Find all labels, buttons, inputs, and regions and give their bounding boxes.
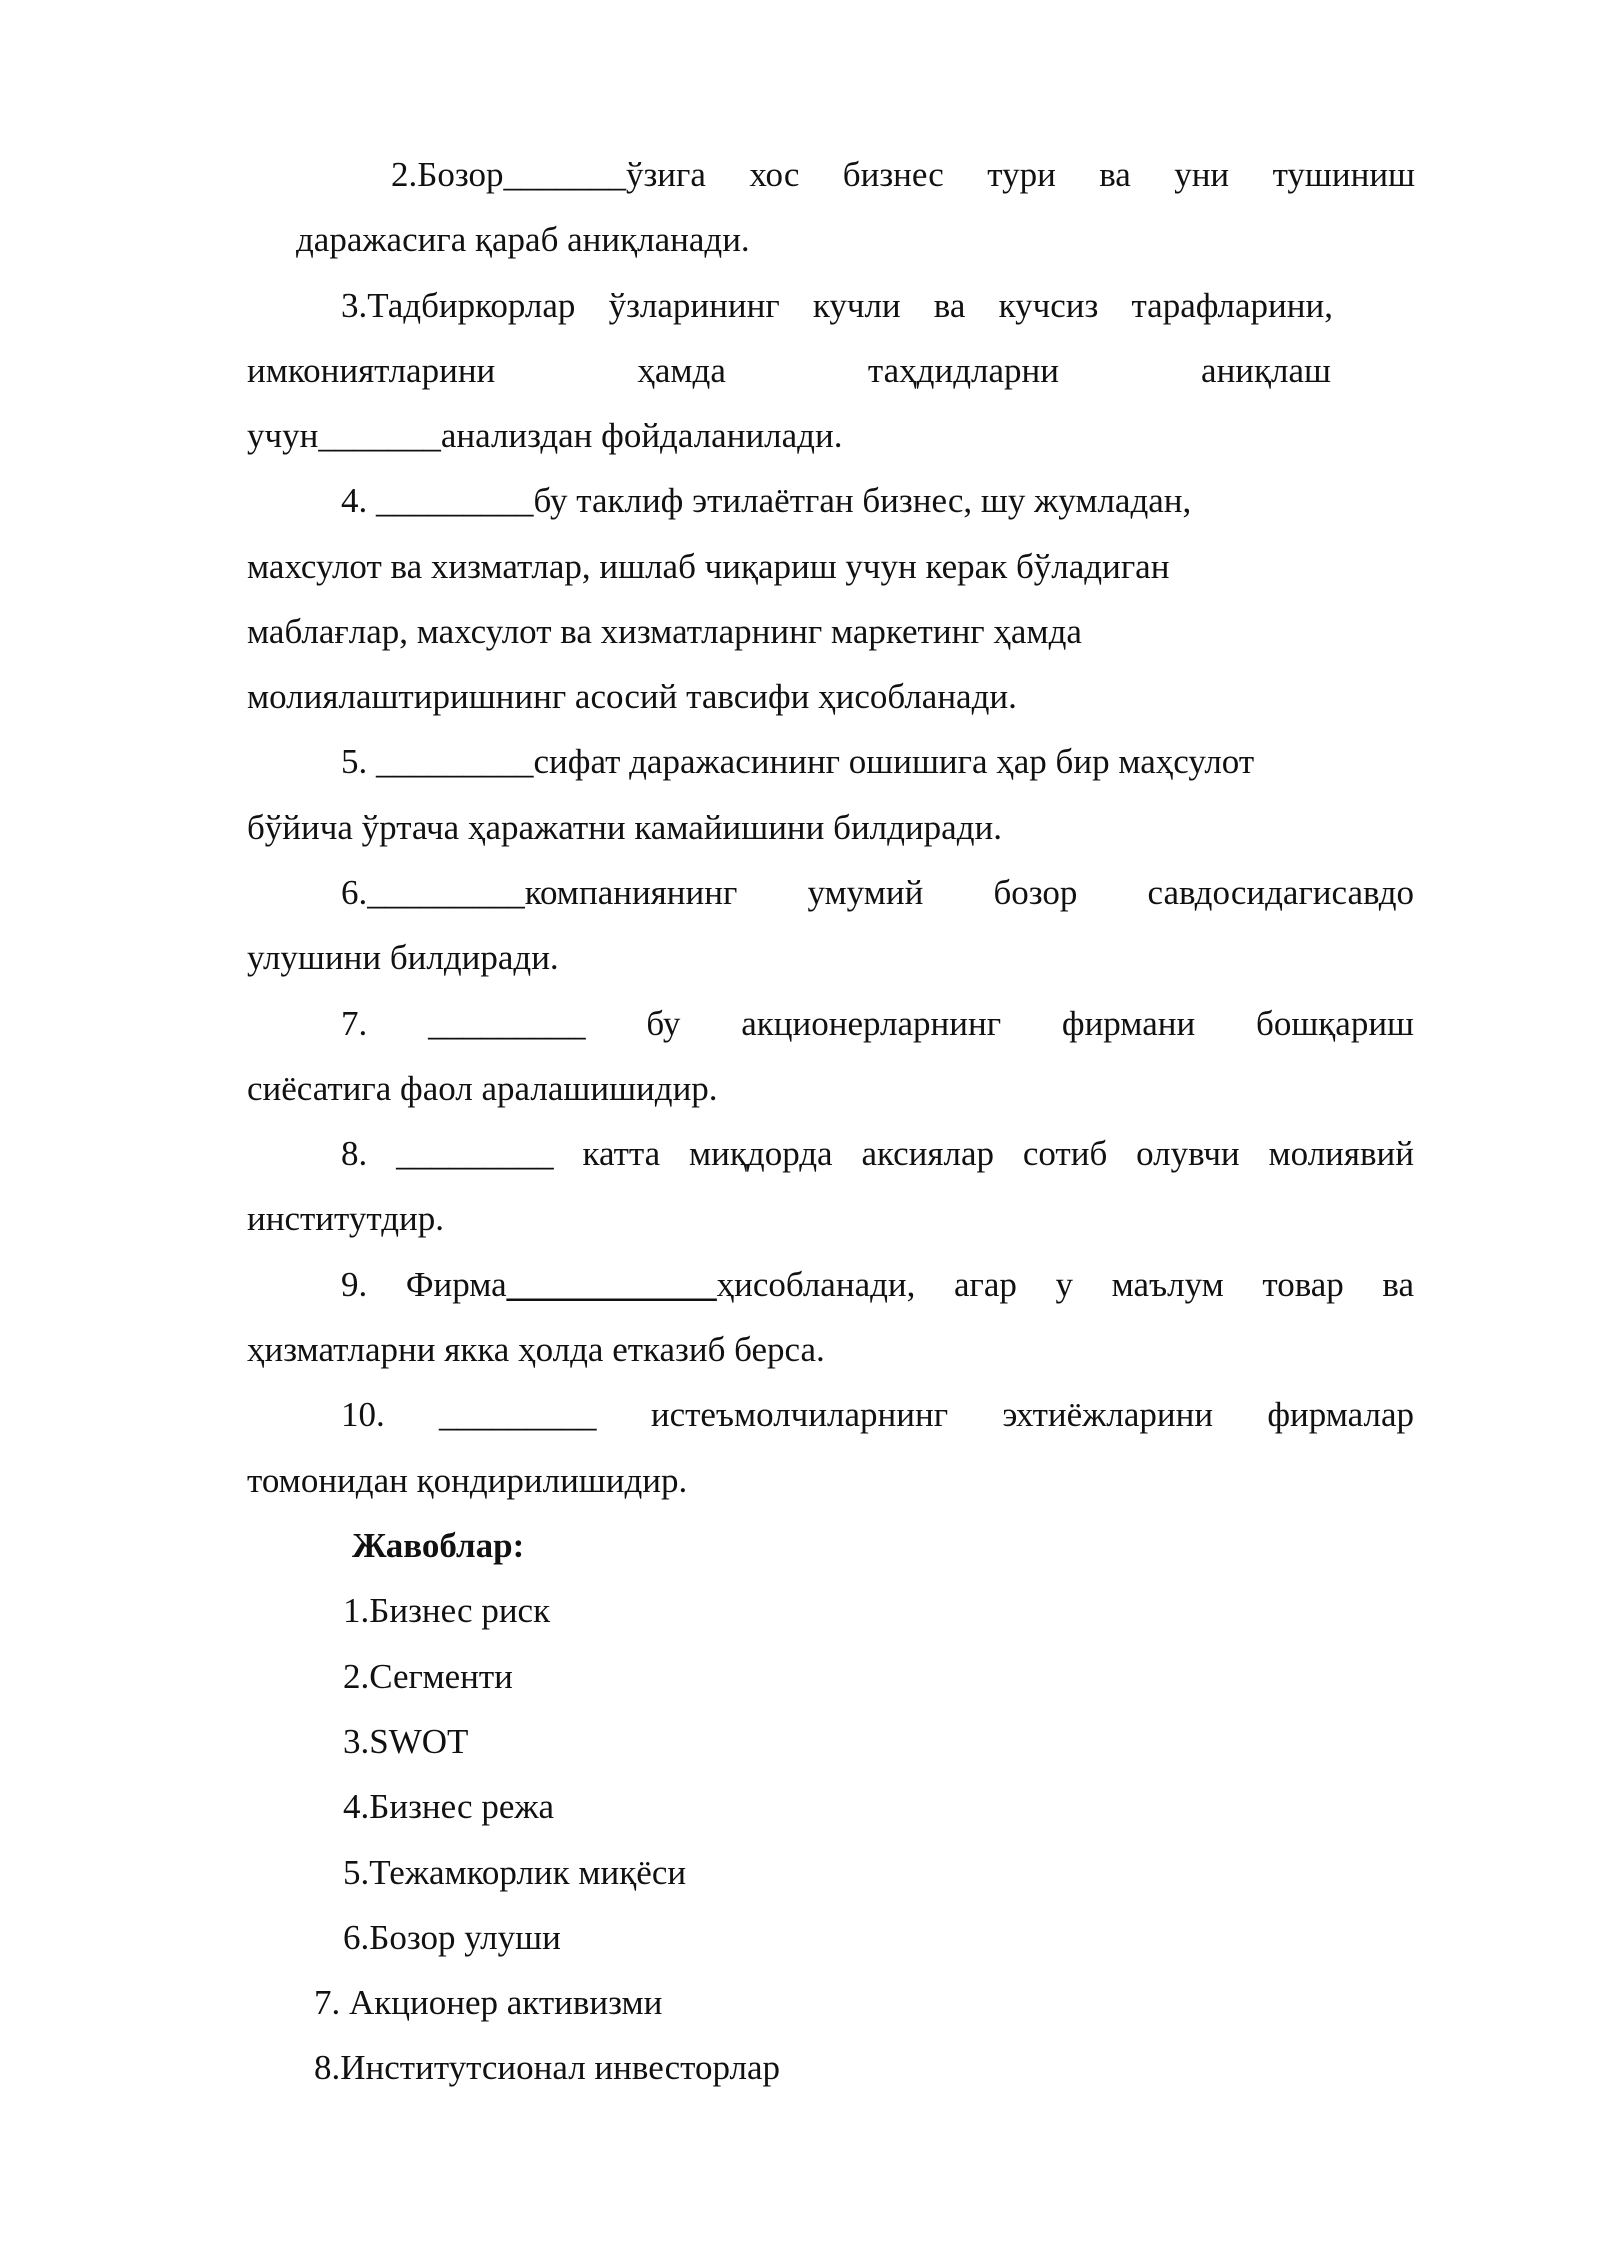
question-9-line-1 [341,1263,1414,1307]
question-7-line-2: сиёсатига фаол аралашишидир. [247,1069,718,1108]
question-5-line-1: 5. _________сифат даражасининг ошишига ҳар бир маҳсулот [341,742,1255,781]
question-10-line-1: 10. _________ истеъмолчиларнинг эхтиёжларини фирмалар [341,1395,1414,1434]
question-2-line-1: 2.Бозор_______ўзига хос бизнес тури ва уни тушиниш [391,155,1415,194]
question-7-line-1: 7. _________ бу акционерларнинг фирмани бошқариш [341,1004,1414,1043]
question-3-line-1: 3.Тадбиркорлар ўзларининг кучли ва кучсиз тарафларини, [341,286,1333,325]
question-4-line-2: махсулот ва хизматлар, ишлаб чиқариш учун керак бўладиган [247,547,1170,586]
answer-item-2: 2.Сегменти [343,1657,513,1696]
question-9-line-2: ҳизматларни якка ҳолда етказиб берса. [247,1330,825,1369]
answer-item-6: 6.Бозор улуши [343,1918,561,1957]
answers-heading: Жавоблар: [352,1526,525,1565]
question-6-line-1: 6._________компаниянинг умумий бозор савдосидагисавдо [341,873,1414,912]
question-3-line-2: имкониятларини ҳамда таҳдидларни аниқлаш [247,351,1331,390]
answer-item-7: 7. Акционер активизми [314,1983,663,2022]
answer-item-3: 3.SWOT [343,1722,469,1761]
answer-item-4: 4.Бизнес режа [343,1787,555,1826]
question-4-line-4: молиялаштиришнинг асосий тавсифи ҳисобланади. [247,677,1017,716]
question-9-prefix: 9. Фирма [341,1265,507,1304]
answer-item-1: 1.Бизнес риск [343,1591,551,1630]
question-9-blank: ____________ [506,1265,717,1304]
question-5-line-2: бўйича ўртача ҳаражатни камайишини билдиради. [247,808,1002,847]
question-9-suffix: ҳисобланади, агар у маълум товар ва [716,1265,1414,1304]
question-2-line-2: даражасига қараб аниқланади. [296,220,750,259]
question-6-line-2: улушини билдиради. [247,938,559,977]
answer-item-5: 5.Тежамкорлик миқёси [343,1853,687,1892]
question-8-line-1: 8. _________ катта миқдорда аксиялар сотиб олувчи молиявий [341,1134,1414,1173]
question-10-line-2: томонидан қондирилишидир. [247,1461,688,1500]
question-4-line-3: маблағлар, махсулот ва хизматларнинг маркетинг ҳамда [247,612,1082,651]
question-4-line-1: 4. _________бу таклиф этилаётган бизнес, шу жумладан, [341,481,1192,520]
question-8-line-2: институтдир. [247,1199,444,1238]
question-3-line-3: учун_______анализдан фойдаланилади. [247,416,843,455]
answer-item-8: 8.Институтсионал инвесторлар [314,2048,781,2087]
